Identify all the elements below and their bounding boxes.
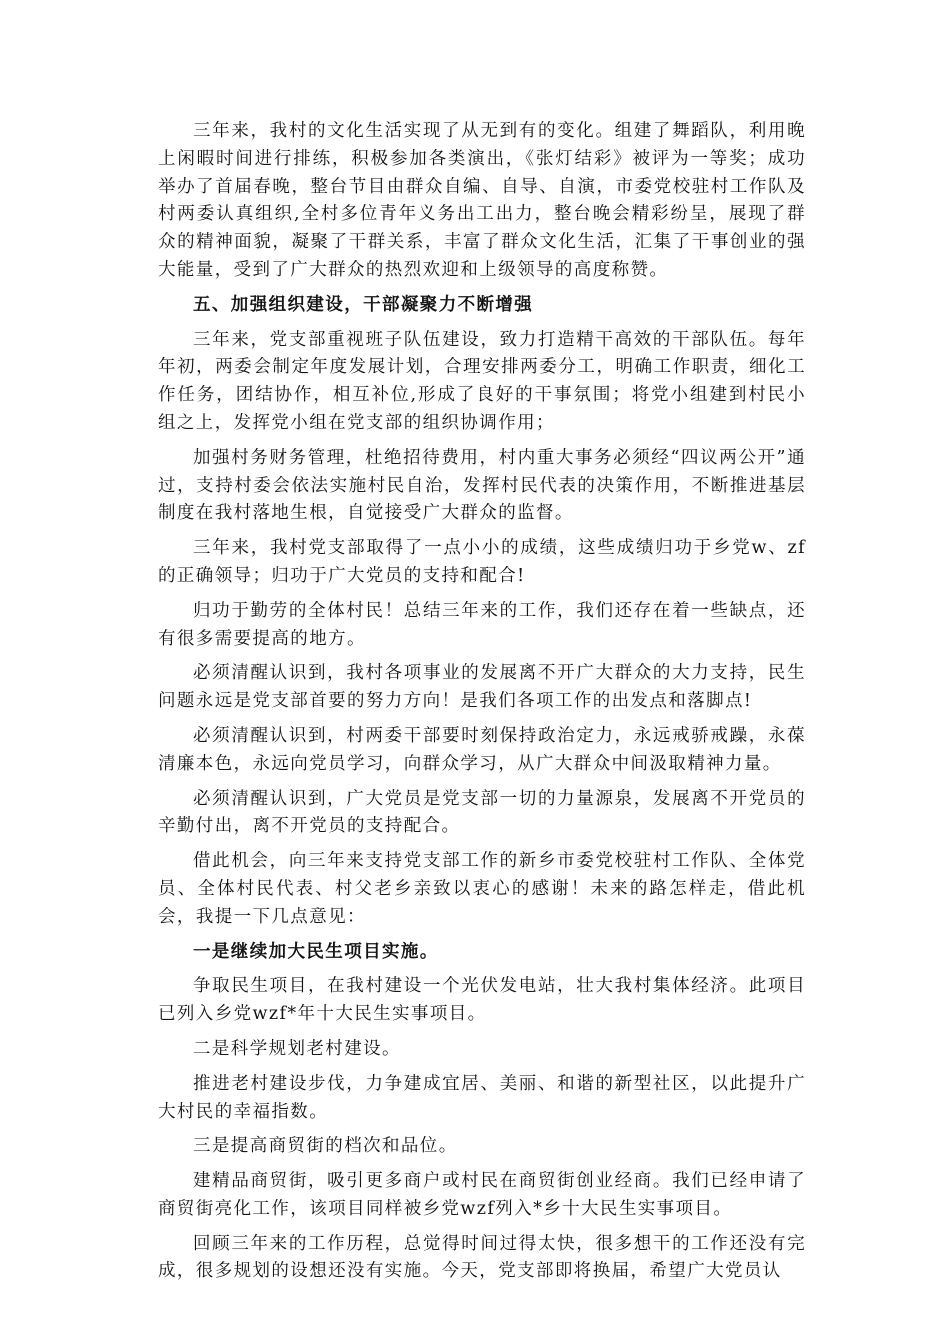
paragraph-review: 回顾三年来的工作历程，总觉得时间过得太快，很多想干的工作还没有完成，很多规划的设想还没有实施。今天，党支部即将换届，希望广大党员认 — [158, 1233, 806, 1282]
paragraph-awareness-3: 必须清醒认识到，广大党员是党支部一切的力量源泉，发展离不开党员的辛勤付出，离不开党员的支持配合。 — [158, 788, 806, 837]
paragraph-shortcomings: 归功于勤劳的全体村民！总结三年来的工作，我们还存在着一些缺点，还有很多需要提高的地方。 — [158, 600, 806, 649]
heading-old-village: 二是科学规划老村建设。 — [193, 1038, 401, 1059]
paragraph-commerce-street: 建精品商贸街，吸引更多商户或村民在商贸街创业经商。我们已经申请了商贸街亮化工作，该项目同样被乡党wzf列入*乡十大民生实事项目。 — [158, 1171, 806, 1219]
paragraph-culture: 三年来，我村的文化生活实现了从无到有的变化。组建了舞蹈队，利用晚上闲暇时间进行排练，积极参加各类演出，《张灯结彩》被评为一等奖；成功举办了首届春晚，整台节目由群众自编、自导、自演，市委党校驻村工作队及村两委认真组织,全村多位青年义务出工出力，整台晚会精彩纷呈，展现了群众的精神面貌，凝聚了干群关系，丰富了群众文化生活，汇集了干事创业的强大能量，受到了广大群众的热烈欢迎和上级领导的高度称赞。 — [158, 121, 806, 280]
paragraph-solar-project: 争取民生项目，在我村建设一个光伏发电站，壮大我村集体经济。此项目已列入乡党wzf*年十大民生实事项目。 — [158, 976, 806, 1025]
paragraph-awareness-1: 必须清醒认识到，我村各项事业的发展离不开广大群众的大力支持，民生问题永远是党支部首要的努力方向！是我们各项工作的出发点和落脚点! — [158, 663, 806, 712]
document-page — [158, 118, 806, 1293]
paragraph-thanks: 借此机会，向三年来支持党支部工作的新乡市委党校驻村工作队、全体党员、全体村民代表、村父老乡亲致以衷心的感谢！未来的路怎样走，借此机会，我提一下几点意见： — [158, 851, 806, 927]
paragraph-old-village: 推进老村建设步伐，力争建成宜居、美丽、和谐的新型社区，以此提升广大村民的幸福指数。 — [158, 1073, 806, 1122]
paragraph-awareness-2: 必须清醒认识到，村两委干部要时刻保持政治定力，永远戒骄戒躁，永葆清廉本色，永远向党员学习，向群众学习，从广大群众中间汲取精神力量。 — [158, 725, 806, 774]
paragraph-finance: 加强村务财务管理，杜绝招待费用，村内重大事务必须经“四议两公开”通过，支持村委会依法实施村民自治，发挥村民代表的决策作用，不断推进基层制度在我村落地生根，自觉接受广大群众的监督。 — [158, 447, 806, 524]
heading-livelihood: 一是继续加大民生项目实施。 — [193, 941, 439, 962]
section-heading-organization: 五、加强组织建设，干部凝聚力不断增强 — [193, 294, 534, 315]
paragraph-achievements: 三年来，我村党支部取得了一点小小的成绩，这些成绩归功于乡党w、zf的正确领导；归功于广大党员的支持和配合! — [158, 538, 806, 586]
heading-commerce-street: 三是提高商贸街的档次和品位。 — [193, 1136, 458, 1157]
paragraph-team-building: 三年来，党支部重视班子队伍建设，致力打造精干高效的干部队伍。每年年初，两委会制定年度发展计划，合理安排两委分工，明确工作职责，细化工作任务，团结协作，相互补位,形成了良好的干事氛围；将党小组建到村民小组之上，发挥党小组在党支部的组织协调作用； — [158, 329, 806, 433]
